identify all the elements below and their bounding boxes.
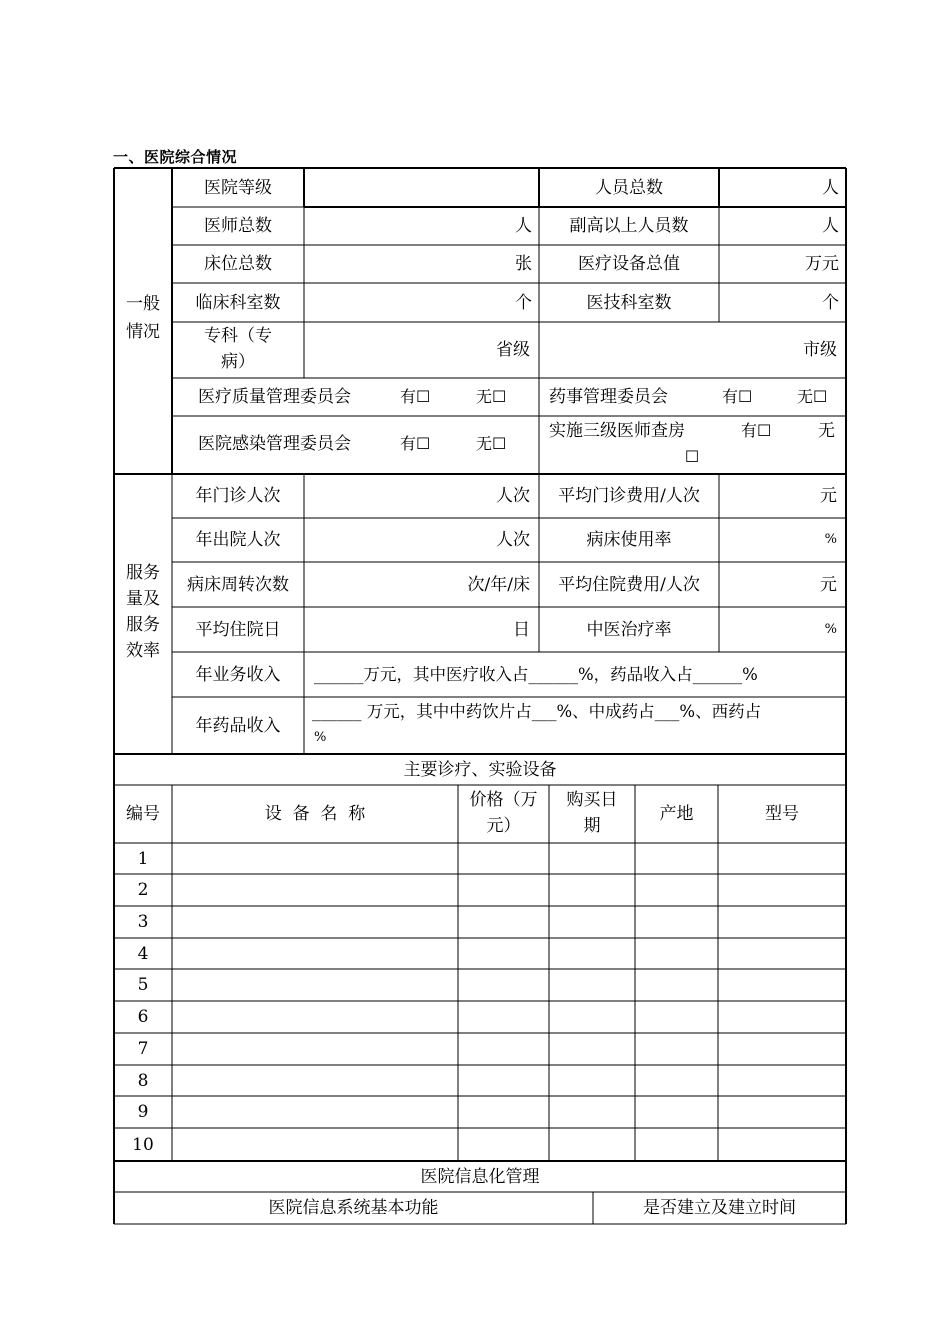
page-heading: 一、医院综合情况 [113, 148, 238, 166]
col-header-info-function: 医院信息系统基本功能 [268, 1197, 439, 1218]
col-header-price-line-1: 价格（万 [469, 790, 538, 810]
equipment-row-number: 9 [137, 1102, 149, 1122]
total-physicians-field[interactable] [304, 207, 532, 245]
general-section-label-1: 一般 [126, 294, 160, 314]
total-staff-field[interactable] [719, 168, 839, 207]
service-section-label-1: 服务 [126, 563, 160, 583]
three-level-rounds-yes-checkbox[interactable]: 有☐ [741, 421, 772, 440]
unit-ge: 个 [515, 292, 532, 313]
label-provincial: 省级 [496, 340, 530, 360]
label-three-level-rounds: 实施三级医师查房 [549, 421, 685, 441]
pharmacy-committee-no-checkbox[interactable]: 无☐ [797, 387, 828, 406]
label-total-beds: 床位总数 [204, 254, 272, 274]
equipment-row-number: 7 [137, 1039, 149, 1059]
equipment-section-title: 主要诊疗、实验设备 [403, 759, 557, 780]
infection-committee-yes-checkbox[interactable]: 有☐ [400, 434, 431, 453]
unit-turnover: 次/年/床 [467, 574, 530, 595]
equipment-row-number: 5 [137, 975, 149, 995]
label-total-physicians: 医师总数 [204, 216, 272, 236]
unit-person: 人 [822, 177, 839, 198]
label-annual-revenue: 年业务收入 [195, 664, 281, 685]
label-annual-drug-revenue: 年药品收入 [195, 715, 281, 736]
label-pharmacy-committee: 药事管理委员会 [549, 387, 668, 407]
service-section-label-3: 服务 [126, 615, 160, 635]
col-header-info-established: 是否建立及建立时间 [643, 1197, 796, 1218]
unit-bed: 张 [515, 254, 532, 274]
col-header-date-line-2: 期 [583, 816, 601, 836]
label-bed-usage-rate: 病床使用率 [586, 530, 672, 550]
unit-percent: % [824, 621, 837, 637]
equipment-row-number: 4 [137, 943, 149, 964]
label-equipment-value: 医疗设备总值 [578, 254, 680, 274]
label-clinical-depts: 临床科室数 [195, 292, 281, 313]
label-avg-outpatient-cost: 平均门诊费用/人次 [558, 486, 700, 506]
equipment-row-number: 10 [132, 1134, 154, 1155]
infection-committee-no-checkbox[interactable]: 无☐ [476, 434, 507, 453]
drug-revenue-field[interactable]: ______ 万元，其中中药饮片占___%、中成药占___%、西药占 [312, 702, 762, 721]
total-beds-field[interactable] [304, 245, 532, 283]
hospital-level-field[interactable] [304, 168, 539, 207]
bed-turnover-field[interactable] [304, 562, 530, 607]
label-total-staff: 人员总数 [595, 177, 663, 198]
col-header-name: 设 备 名 称 [264, 804, 366, 824]
label-annual-outpatient: 年门诊人次 [195, 486, 281, 506]
provincial-specialty-field[interactable] [304, 322, 530, 378]
equipment-value-field[interactable] [719, 245, 839, 283]
unit-ge: 个 [822, 292, 839, 313]
col-header-no: 编号 [126, 804, 160, 824]
annual-revenue-field[interactable]: ______万元，其中医疗收入占______%，药品收入占______% [314, 664, 758, 684]
label-tcm-rate: 中医治疗率 [586, 619, 672, 640]
col-header-date-line-1: 购买日 [566, 790, 618, 810]
equipment-row-number: 3 [137, 912, 149, 932]
label-municipal: 市级 [803, 340, 837, 360]
unit-wanyuan: 万元 [805, 254, 839, 274]
unit-day: 日 [513, 619, 530, 640]
unit-person: 人 [822, 216, 839, 236]
avg-stay-field[interactable] [304, 607, 530, 652]
bed-usage-rate-field[interactable] [719, 518, 837, 562]
label-hospital-level: 医院等级 [204, 177, 272, 198]
info-section-title: 医院信息化管理 [420, 1166, 540, 1187]
label-quality-committee: 医疗质量管理委员会 [198, 387, 351, 407]
three-level-rounds-no-label: 无 [818, 421, 835, 441]
equipment-row-number: 1 [137, 848, 149, 869]
label-specialty-line-1: 专科（专 [204, 326, 272, 346]
annual-outpatient-field[interactable] [304, 474, 530, 518]
general-section-label-2: 情况 [126, 322, 160, 342]
drug-revenue-percent: % [314, 730, 327, 745]
label-infection-committee: 医院感染管理委员会 [198, 434, 351, 454]
col-header-origin: 产地 [659, 804, 694, 824]
unit-percent: % [824, 532, 837, 547]
three-level-rounds-no-checkbox[interactable]: ☐ [684, 447, 700, 466]
pharmacy-committee-yes-checkbox[interactable]: 有☐ [722, 387, 753, 406]
tcm-rate-field[interactable] [719, 607, 837, 652]
quality-committee-no-checkbox[interactable]: 无☐ [476, 387, 507, 406]
equipment-row-number: 8 [137, 1070, 149, 1091]
municipal-specialty-field[interactable] [539, 322, 837, 378]
tech-depts-field[interactable] [719, 283, 839, 322]
label-avg-inpatient-cost: 平均住院费用/人次 [558, 574, 700, 595]
col-header-model: 型号 [765, 804, 799, 824]
service-section-label-4: 效率 [126, 641, 160, 661]
unit-renci: 人次 [496, 486, 530, 506]
avg-inpatient-cost-field[interactable] [719, 562, 837, 607]
label-tech-depts: 医技科室数 [586, 292, 672, 313]
label-annual-discharge: 年出院人次 [195, 530, 281, 550]
unit-yuan: 元 [820, 486, 837, 506]
service-section-label-2: 量及 [126, 589, 160, 609]
unit-yuan: 元 [820, 574, 837, 595]
quality-committee-yes-checkbox[interactable]: 有☐ [400, 387, 431, 406]
equipment-row-number: 2 [137, 880, 149, 900]
label-avg-stay: 平均住院日 [195, 619, 281, 640]
label-bed-turnover: 病床周转次数 [187, 574, 289, 595]
unit-person: 人 [515, 216, 532, 236]
avg-outpatient-cost-field[interactable] [719, 474, 837, 518]
equipment-row-number: 6 [137, 1007, 149, 1027]
clinical-depts-field[interactable] [304, 283, 532, 322]
label-specialty-line-2: 病） [221, 352, 255, 372]
unit-renci: 人次 [496, 530, 530, 550]
col-header-price-line-2: 元） [486, 816, 521, 836]
senior-staff-field[interactable] [719, 207, 839, 245]
annual-discharge-field[interactable] [304, 518, 530, 562]
label-senior-staff: 副高以上人员数 [569, 216, 689, 236]
